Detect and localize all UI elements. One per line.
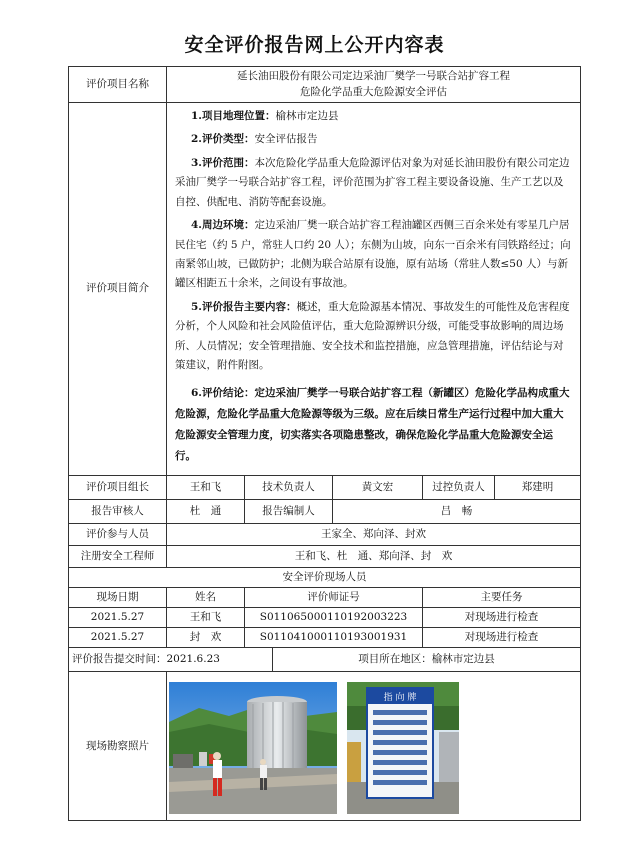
tech-value: 黄文宏 — [333, 476, 423, 500]
onsite-header-cert: 评价师证号 — [245, 588, 423, 608]
photos-label: 现场勘察照片 — [69, 672, 167, 821]
onsite-task: 对现场进行检查 — [423, 628, 581, 648]
intro-environment: 4.周边环境：定边采油厂樊一联合站扩容工程油罐区西侧三百余米处有零星几户居民住宅（约 5 户，常驻人口约 20 人）；东侧为山坡，向东一百余米有闫铁路经过；向南紧邻山坡，已做防护；北侧为联合站原有设施，原有站场（常驻人数≤50 人）与新罐区相距五十余米，之间设有事故池。 — [175, 219, 571, 290]
participants-label: 评价参与人员 — [69, 524, 167, 546]
team-row-1 — [69, 476, 581, 500]
project-name-row — [69, 67, 581, 103]
project-name-value — [167, 67, 581, 103]
onsite-name: 封 欢 — [167, 628, 245, 648]
project-name-label: 评价项目名称 — [69, 67, 167, 103]
engineers-row — [69, 546, 581, 568]
onsite-name: 王和飞 — [167, 608, 245, 628]
table-row — [69, 608, 581, 628]
intro-type: 2.评价类型：安全评估报告 — [191, 133, 318, 146]
participants-value: 王家全、郑向泽、封欢 — [167, 524, 581, 546]
disclosure-table — [68, 66, 581, 821]
submit-label: 评价报告提交时间： — [72, 653, 167, 666]
sign-photo-image — [347, 682, 459, 814]
auditor-value: 杜 通 — [167, 500, 245, 524]
project-name-line2: 危险化学品重大危险源安全评估 — [300, 85, 447, 98]
process-label: 过控负责人 — [423, 476, 495, 500]
tank-photo-image — [169, 682, 337, 814]
onsite-header-name: 姓名 — [167, 588, 245, 608]
onsite-task: 对现场进行检查 — [423, 608, 581, 628]
onsite-section-title: 安全评价现场人员 — [69, 568, 581, 588]
onsite-date: 2021.5.27 — [69, 608, 167, 628]
author-label: 报告编制人 — [245, 500, 333, 524]
onsite-section-row — [69, 568, 581, 588]
intro-location: 1.项目地理位置：榆林市定边县 — [191, 110, 339, 122]
region-value: 榆林市定边县 — [431, 653, 495, 666]
region-cell — [273, 648, 581, 672]
site-photo-sign — [347, 682, 459, 814]
team-row-2 — [69, 500, 581, 524]
intro-conclusion: 6.评价结论：定边采油厂樊学一号联合站扩容工程（新罐区）危险化学品构成重大危险源，危险化学品重大危险源等级为三级。应在后续日常生产运行过程中加大重大危险源安全管理力度，切实落实各项隐患整改，确保危险化学品重大危险源安全运行。 — [175, 387, 570, 463]
region-label: 项目所在地区： — [358, 653, 432, 666]
engineers-label: 注册安全工程师 — [69, 546, 167, 568]
process-value: 郑建明 — [495, 476, 581, 500]
submit-date: 2021.6.23 — [166, 653, 220, 666]
site-photo-tank — [169, 682, 337, 814]
onsite-cert: S011041000110193001931 — [245, 628, 423, 648]
intro-main-content: 5.评价报告主要内容：概述，重大危险源基本情况、事故发生的可能性及危害程度分析，个人风险和社会风险值评估，重大危险源辨识分级，可能受事故影响的周边场所、人员情况；安全管理措施、安全技术和监控措施，应急管理措施，评估结论与对策建议，附件附图。 — [175, 300, 570, 372]
engineers-value: 王和飞、杜 通、郑向泽、封 欢 — [167, 546, 581, 568]
page-title: 安全评价报告网上公开内容表 — [184, 34, 445, 56]
author-value: 吕 畅 — [333, 500, 581, 524]
onsite-header-task: 主要任务 — [423, 588, 581, 608]
leader-value: 王和飞 — [167, 476, 245, 500]
onsite-header-row — [69, 588, 581, 608]
onsite-header-date: 现场日期 — [69, 588, 167, 608]
intro-scope: 3.评价范围：本次危险化学品重大危险源评估对象为对延长油田股份有限公司定边采油厂樊学一号联合站扩容工程，评价范围为扩容工程主要设备设施、生产工艺以及自控、供配电、消防等配套设施。 — [175, 156, 570, 208]
participants-row — [69, 524, 581, 546]
onsite-cert: S011065000110192003223 — [245, 608, 423, 628]
submit-row — [69, 648, 581, 672]
photos-row — [69, 672, 581, 821]
onsite-date: 2021.5.27 — [69, 628, 167, 648]
leader-label: 评价项目组长 — [69, 476, 167, 500]
intro-content — [167, 103, 581, 476]
table-row — [69, 628, 581, 648]
project-name-line1: 延长油田股份有限公司定边采油厂樊学一号联合站扩容工程 — [237, 69, 510, 82]
intro-row — [69, 103, 581, 476]
tech-label: 技术负责人 — [245, 476, 333, 500]
sign-title-text: 指 向 牌 — [383, 693, 417, 704]
intro-label: 评价项目简介 — [69, 103, 167, 476]
photos-cell — [167, 672, 581, 821]
auditor-label: 报告审核人 — [69, 500, 167, 524]
submit-cell — [69, 648, 273, 672]
